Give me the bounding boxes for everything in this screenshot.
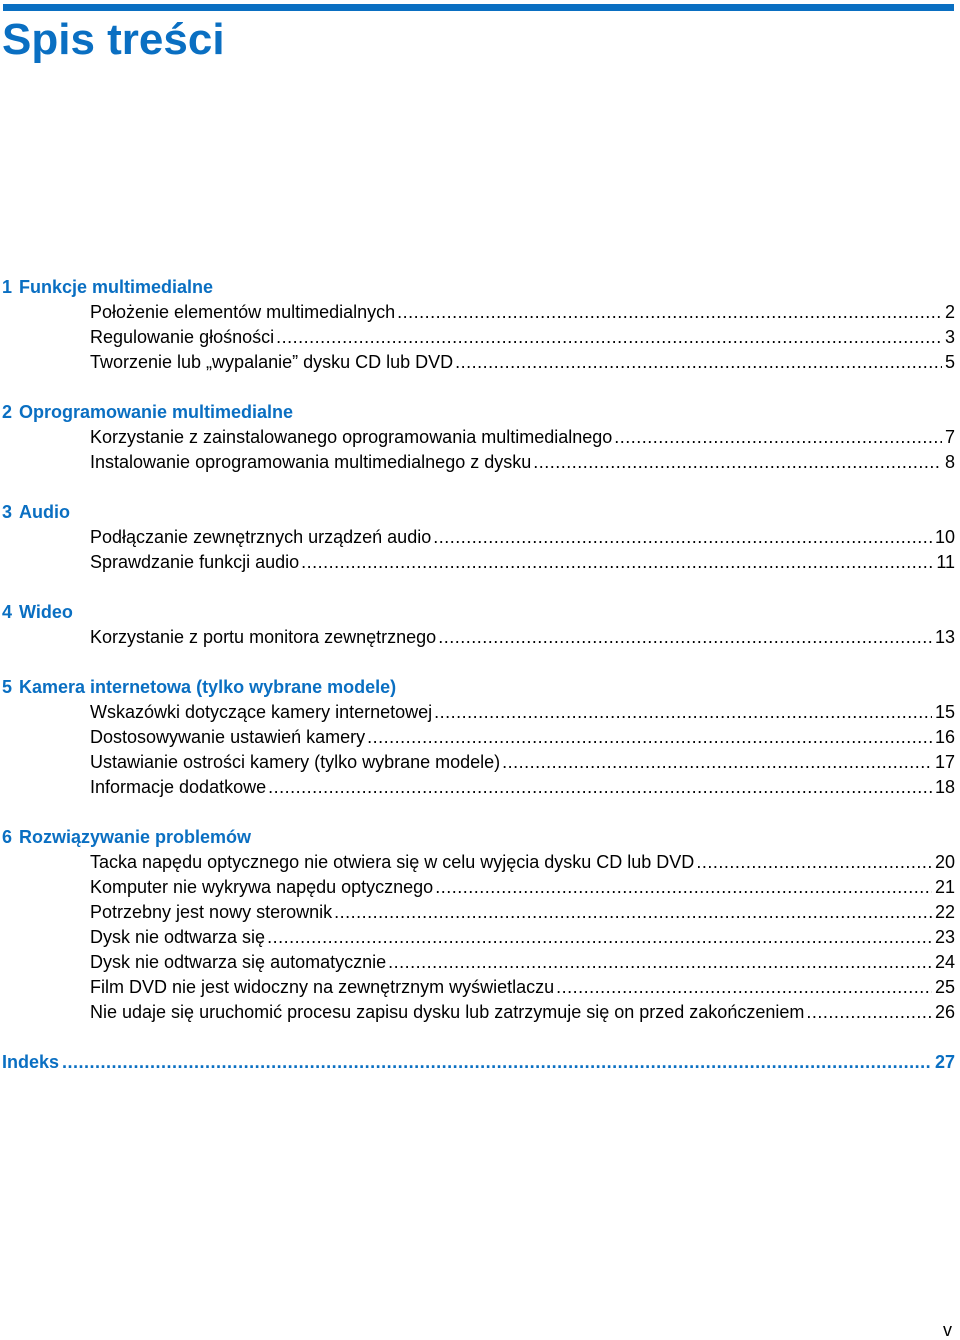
toc-chapter [0, 824, 955, 1025]
entry-page-number: 7 [944, 427, 955, 447]
entry-label: Potrzebny jest nowy sterownik [90, 902, 333, 922]
index-label: Indeks [2, 1052, 60, 1072]
entry-label: Film DVD nie jest widoczny na zewnętrznym wyświetlaczu [90, 977, 555, 997]
entry-label: Nie udaje się uruchomić procesu zapisu dysku lub zatrzymuje się on przed zakończeniem [90, 1002, 805, 1022]
chapter-number: 1 [2, 277, 13, 297]
chapter-title: Funkcje multimedialne [19, 277, 214, 297]
header-rule [3, 4, 954, 11]
dot-leader [434, 700, 932, 725]
chapter-entries [0, 625, 955, 650]
dot-leader [806, 1000, 932, 1025]
entry-page-number: 22 [934, 902, 955, 922]
toc-entry-link[interactable] [0, 950, 955, 975]
dot-leader [267, 925, 932, 950]
page-number: v [943, 1320, 952, 1340]
chapter-title: Rozwiązywanie problemów [19, 827, 252, 847]
page-title: Spis treści [2, 15, 225, 64]
entry-label: Instalowanie oprogramowania multimedialnego z dysku [90, 452, 532, 472]
dot-leader [502, 750, 932, 775]
index-link[interactable] [0, 1049, 955, 1075]
dot-leader [455, 350, 942, 375]
dot-leader [556, 975, 932, 1000]
toc-entry-link[interactable] [0, 900, 955, 925]
toc-entry-link[interactable] [0, 300, 955, 325]
entry-page-number: 24 [934, 952, 955, 972]
chapter-entries [0, 850, 955, 1025]
index-page-number: 27 [934, 1052, 955, 1072]
entry-page-number: 3 [944, 327, 955, 347]
entry-label: Sprawdzanie funkcji audio [90, 552, 300, 572]
entry-page-number: 18 [934, 777, 955, 797]
toc-chapter [0, 674, 955, 800]
chapter-title: Kamera internetowa (tylko wybrane modele) [19, 677, 397, 697]
entry-page-number: 16 [934, 727, 955, 747]
chapter-entries [0, 300, 955, 375]
toc-entry-link[interactable] [0, 550, 955, 575]
dot-leader [367, 725, 932, 750]
chapter-title: Oprogramowanie multimedialne [19, 402, 294, 422]
dot-leader [696, 850, 932, 875]
toc-chapter [0, 599, 955, 650]
entry-page-number: 17 [934, 752, 955, 772]
toc-entry-link[interactable] [0, 850, 955, 875]
entry-page-number: 25 [934, 977, 955, 997]
dot-leader [435, 875, 932, 900]
entry-label: Dostosowywanie ustawień kamery [90, 727, 366, 747]
chapter-entries [0, 425, 955, 475]
chapter-title: Wideo [19, 602, 73, 622]
toc-chapter [0, 274, 955, 375]
toc-entry-link[interactable] [0, 525, 955, 550]
toc-entry-link[interactable] [0, 775, 955, 800]
entry-page-number: 10 [934, 527, 955, 547]
chapter-number: 3 [2, 502, 13, 522]
entry-page-number: 21 [934, 877, 955, 897]
entry-label: Dysk nie odtwarza się [90, 927, 266, 947]
toc-entry-link[interactable] [0, 1000, 955, 1025]
toc-entry-link[interactable] [0, 750, 955, 775]
chapter-number: 4 [2, 602, 13, 622]
toc-entry-link[interactable] [0, 450, 955, 475]
entry-label: Regulowanie głośności [90, 327, 275, 347]
chapter-heading-link[interactable] [0, 499, 955, 525]
dot-leader [276, 325, 942, 350]
dot-leader [334, 900, 932, 925]
entry-label: Komputer nie wykrywa napędu optycznego [90, 877, 434, 897]
entry-label: Wskazówki dotyczące kamery internetowej [90, 702, 433, 722]
toc-entry-link[interactable] [0, 700, 955, 725]
toc-entry-link[interactable] [0, 725, 955, 750]
chapter-heading-link[interactable] [0, 274, 955, 300]
toc-entry-link[interactable] [0, 325, 955, 350]
chapter-heading-link[interactable] [0, 599, 955, 625]
entry-label: Korzystanie z portu monitora zewnętrznego [90, 627, 437, 647]
toc-chapter [0, 399, 955, 475]
dot-leader [397, 300, 942, 325]
entry-page-number: 13 [934, 627, 955, 647]
entry-page-number: 23 [934, 927, 955, 947]
toc-entry-link[interactable] [0, 875, 955, 900]
dot-leader [433, 525, 932, 550]
entry-label: Informacje dodatkowe [90, 777, 267, 797]
entry-page-number: 15 [934, 702, 955, 722]
entry-label: Podłączanie zewnętrznych urządzeń audio [90, 527, 432, 547]
dot-leader [62, 1049, 932, 1075]
entry-label: Tworzenie lub „wypalanie” dysku CD lub DVD [90, 352, 454, 372]
entry-label: Korzystanie z zainstalowanego oprogramowania multimedialnego [90, 427, 613, 447]
table-of-contents [0, 274, 955, 1075]
entry-label: Tacka napędu optycznego nie otwiera się w celu wyjęcia dysku CD lub DVD [90, 852, 695, 872]
entry-label: Dysk nie odtwarza się automatycznie [90, 952, 387, 972]
chapter-heading-link[interactable] [0, 824, 955, 850]
dot-leader [614, 425, 942, 450]
entry-label: Ustawianie ostrości kamery (tylko wybrane modele) [90, 752, 501, 772]
entry-page-number: 11 [936, 552, 955, 572]
dot-leader [438, 625, 932, 650]
chapter-heading-link[interactable] [0, 674, 955, 700]
chapter-entries [0, 700, 955, 800]
dot-leader [268, 775, 932, 800]
chapter-number: 6 [2, 827, 13, 847]
chapter-number: 5 [2, 677, 13, 697]
dot-leader [301, 550, 933, 575]
entry-page-number: 2 [944, 302, 955, 322]
chapter-heading-link[interactable] [0, 399, 955, 425]
entry-page-number: 5 [944, 352, 955, 372]
toc-entry-link[interactable] [0, 975, 955, 1000]
dot-leader [533, 450, 942, 475]
chapter-entries [0, 525, 955, 575]
toc-entry-link[interactable] [0, 925, 955, 950]
toc-entry-link[interactable] [0, 425, 955, 450]
toc-entry-link[interactable] [0, 625, 955, 650]
toc-chapter [0, 499, 955, 575]
chapter-number: 2 [2, 402, 13, 422]
entry-page-number: 20 [934, 852, 955, 872]
entry-label: Położenie elementów multimedialnych [90, 302, 396, 322]
entry-page-number: 26 [934, 1002, 955, 1022]
dot-leader [388, 950, 932, 975]
chapter-title: Audio [19, 502, 71, 522]
toc-entry-link[interactable] [0, 350, 955, 375]
entry-page-number: 8 [944, 452, 955, 472]
